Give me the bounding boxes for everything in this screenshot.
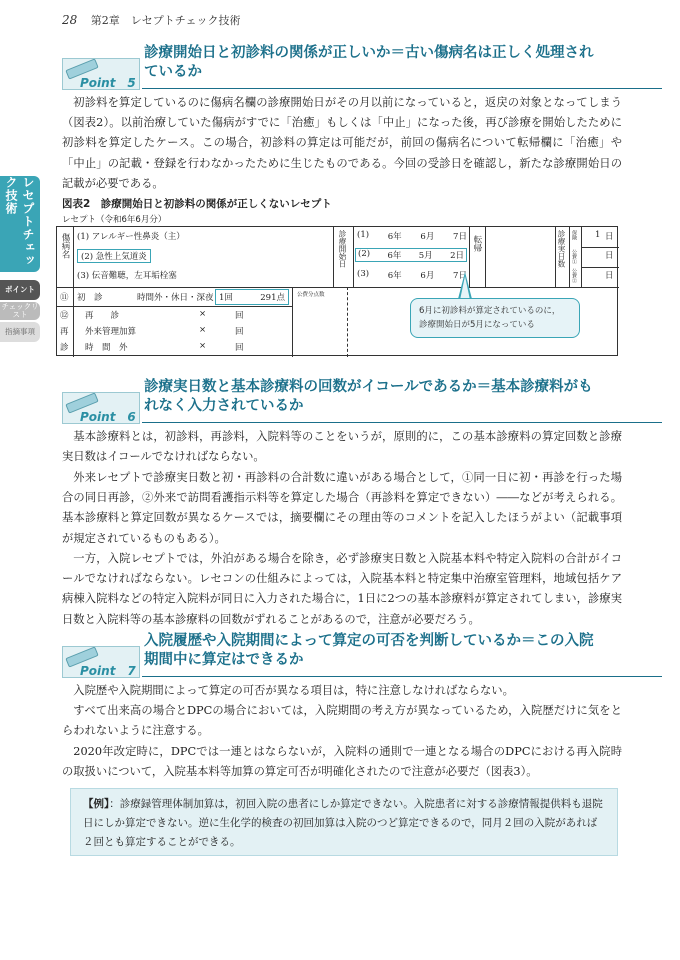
point-title-line1: 診療開始日と初診料の関係が正しいか＝古い傷病名は正しく処理され [144, 45, 594, 61]
callout-line: 6月に初診料が算定されているのに， [419, 306, 561, 316]
paragraph: 外来レセプトで診療実日数と初・再診料の合計数に違いがある場合として，①同一日に初・再診を行った場合の同日再診，②外来で訪問看護指示料等を算定した場合（再診料を算定できない）――などが考えられる。基本診療料と算定回数が異なるケースでは，摘要欄にその理由等のコメントを記入したほうがよい（記載事項が規定されているものもある）。 [62, 471, 622, 545]
chapter-title: 第2章 レセプトチェック技術 [90, 14, 241, 27]
row12-side: 診 [60, 343, 69, 353]
point-title-line2: ているか [144, 64, 202, 80]
start-date-num: (1) [357, 230, 370, 240]
start-date-year: 6年 [387, 232, 402, 242]
sidebar-tab-checklist[interactable]: チェックリスト [1, 302, 39, 319]
row12-item-name: 時 間 外 [85, 343, 128, 353]
disease-3: (3) 伝音難聴，左耳垢栓塞 [77, 271, 177, 281]
row12-item-mult: × [199, 341, 207, 351]
point-label: Point 7 [80, 664, 136, 678]
point-title-line2: れなく入力されているか [144, 398, 304, 414]
days-value: 1 [595, 230, 601, 240]
row11-name: 初 診 [77, 293, 103, 303]
row11-count: 1回 [219, 293, 233, 303]
page-header [62, 12, 240, 28]
start-date-row [357, 230, 467, 242]
point-title [144, 378, 664, 416]
disease-header: 傷病名 [60, 233, 70, 259]
point-6-heading [62, 378, 662, 424]
start-date-day: 7日 [453, 232, 467, 242]
paragraph: 一方，入院レセプトでは，外泊がある場合を除き，必ず診療実日数と入院基本料や特定入院料の合計がイコールでなければならない。レセコンの仕組みによっては，入院基本料と特定集中治療室管理料，地域包括ケア病棟入院料などの特定入院料が同日に入力された場合に，1日に2つの基本診療料が算定されてしまい，診療実日数と入院料等の基本診療料の回数がずれることがあるので，注意が必要だろう。 [62, 552, 622, 626]
days-kind: 保険 [571, 230, 577, 240]
row12-item-name: 外来管理加算 [85, 327, 137, 337]
public-header: 公費分点数 [297, 292, 325, 298]
paragraph: すべて出来高の場合とDPCの場合においては，入院期間の考え方が異なっているため，入院歴だけに気をとらわれないように注意する。 [62, 704, 622, 738]
paragraph: 2020年改定時に，DPCでは一連とはならないが，入院料の通則で一連となる場合のDPCにおける再入院時の取扱いについて，入院基本料等加算の算定可否が明確化されたので注意が必要だ（図表3）。 [62, 745, 622, 779]
row11-points: 291点 [260, 293, 285, 303]
row12-side: 再 [60, 327, 69, 337]
example-text: ：診療録管理体制加算は，初回入院の患者にしか算定できない。入院患者に対する診療情報提供料も退院日にしか算定できない。逆に生化学的検査の初回加算は入院のつど算定できるので，同月２回の入院があれば２回とも算定することができる。 [83, 798, 603, 848]
start-date-month: 6月 [420, 271, 435, 281]
page-number: 28 [62, 13, 78, 27]
point-underline [142, 422, 662, 423]
point-title-line2: 期間中に算定はできるか [144, 652, 304, 668]
start-date-day: 7日 [453, 271, 467, 281]
callout-note [410, 298, 580, 338]
point-underline [142, 88, 662, 89]
start-date-month: 5月 [418, 251, 433, 261]
disease-1: (1) アレルギー性鼻炎（主） [77, 232, 185, 242]
sidebar-tab-point[interactable]: ポイント [0, 280, 40, 300]
paragraph: 初診料を算定しているのに傷病名欄の診療開始日がその月以前になっていると，返戻の対象となってしまう（図表2）。以前治療していた傷病がすでに「治癒」もしくは「中止」になった後，再び診療を開始したために初診料を算定したケース。この場合，初診料の算定は可能だが，前回の傷病名について転帰欄に「治癒」や「中止」の記載・登録を行わなかったために生じたものである。今回の受診日を確認し，新たな診療開始日の記載が必要である。 [62, 96, 622, 190]
row11-num: ⑪ [60, 293, 69, 303]
sidebar-tab-findings[interactable]: 指摘事項 [0, 322, 40, 342]
paragraph: 基本診療料とは，初診料，再診料，入院料等のことをいうが，原則的に，この基本診療料の算定回数と診療実日数はイコールでなければならない。 [62, 430, 622, 464]
point-5-heading [62, 44, 662, 90]
row12-num: ⑫ [60, 311, 69, 321]
point-7-heading [62, 632, 662, 678]
start-date-header: 診療開始日 [338, 230, 347, 268]
sidebar-tab-main[interactable]: レセプトチェック技術 [0, 176, 40, 272]
point-label: Point 6 [80, 410, 136, 424]
row12-item-name: 再 診 [85, 311, 120, 321]
days-unit: 日 [605, 232, 614, 242]
start-date-row-highlighted [355, 248, 467, 262]
days-unit: 日 [605, 251, 614, 261]
point-title-line1: 入院履歴や入院期間によって算定の可否を判断しているか＝この入院 [144, 633, 594, 649]
point-underline [142, 676, 662, 677]
disease-2: (2) 急性上気道炎 [77, 249, 151, 263]
start-date-month: 6月 [420, 232, 435, 242]
point-title [144, 44, 664, 82]
example-label: 【例】 [83, 798, 110, 810]
start-date-day: 2日 [450, 251, 464, 261]
point-title [144, 632, 664, 670]
start-date-num: (3) [357, 269, 370, 279]
row12-item-mult: × [199, 325, 207, 335]
paragraph: 入院歴や入院期間によって算定の可否が異なる項目は，特に注意しなければならない。 [73, 684, 514, 697]
row11-extra: 時間外・休日・深夜 [137, 293, 214, 303]
start-date-year: 6年 [387, 251, 402, 261]
figure-subtitle: レセプト（令和6年6月分） [62, 215, 167, 225]
callout-line: 診療開始日が5月になっている [419, 320, 535, 330]
row12-item-mult: × [199, 309, 207, 319]
outcome-header: 転帰 [472, 235, 482, 252]
start-date-year: 6年 [387, 271, 402, 281]
point-label: Point 5 [80, 76, 136, 90]
days-unit: 日 [605, 271, 614, 281]
days-header: 診療実日数 [557, 230, 566, 268]
row12-item-unit: 回 [235, 343, 244, 353]
days-kind: 公費① [571, 249, 577, 264]
start-date-num: (2) [358, 249, 371, 259]
point-title-line1: 診療実日数と基本診療料の回数がイコールであるか＝基本診療料がも [144, 379, 593, 395]
row11-value [215, 289, 289, 305]
figure-label: 図表2 診療開始日と初診料の関係が正しくないレセプト [62, 198, 332, 210]
row12-item-unit: 回 [235, 311, 244, 321]
row12-item-unit: 回 [235, 327, 244, 337]
start-date-row [357, 269, 467, 281]
days-kind: 公費② [571, 268, 577, 283]
example-box [70, 788, 618, 856]
